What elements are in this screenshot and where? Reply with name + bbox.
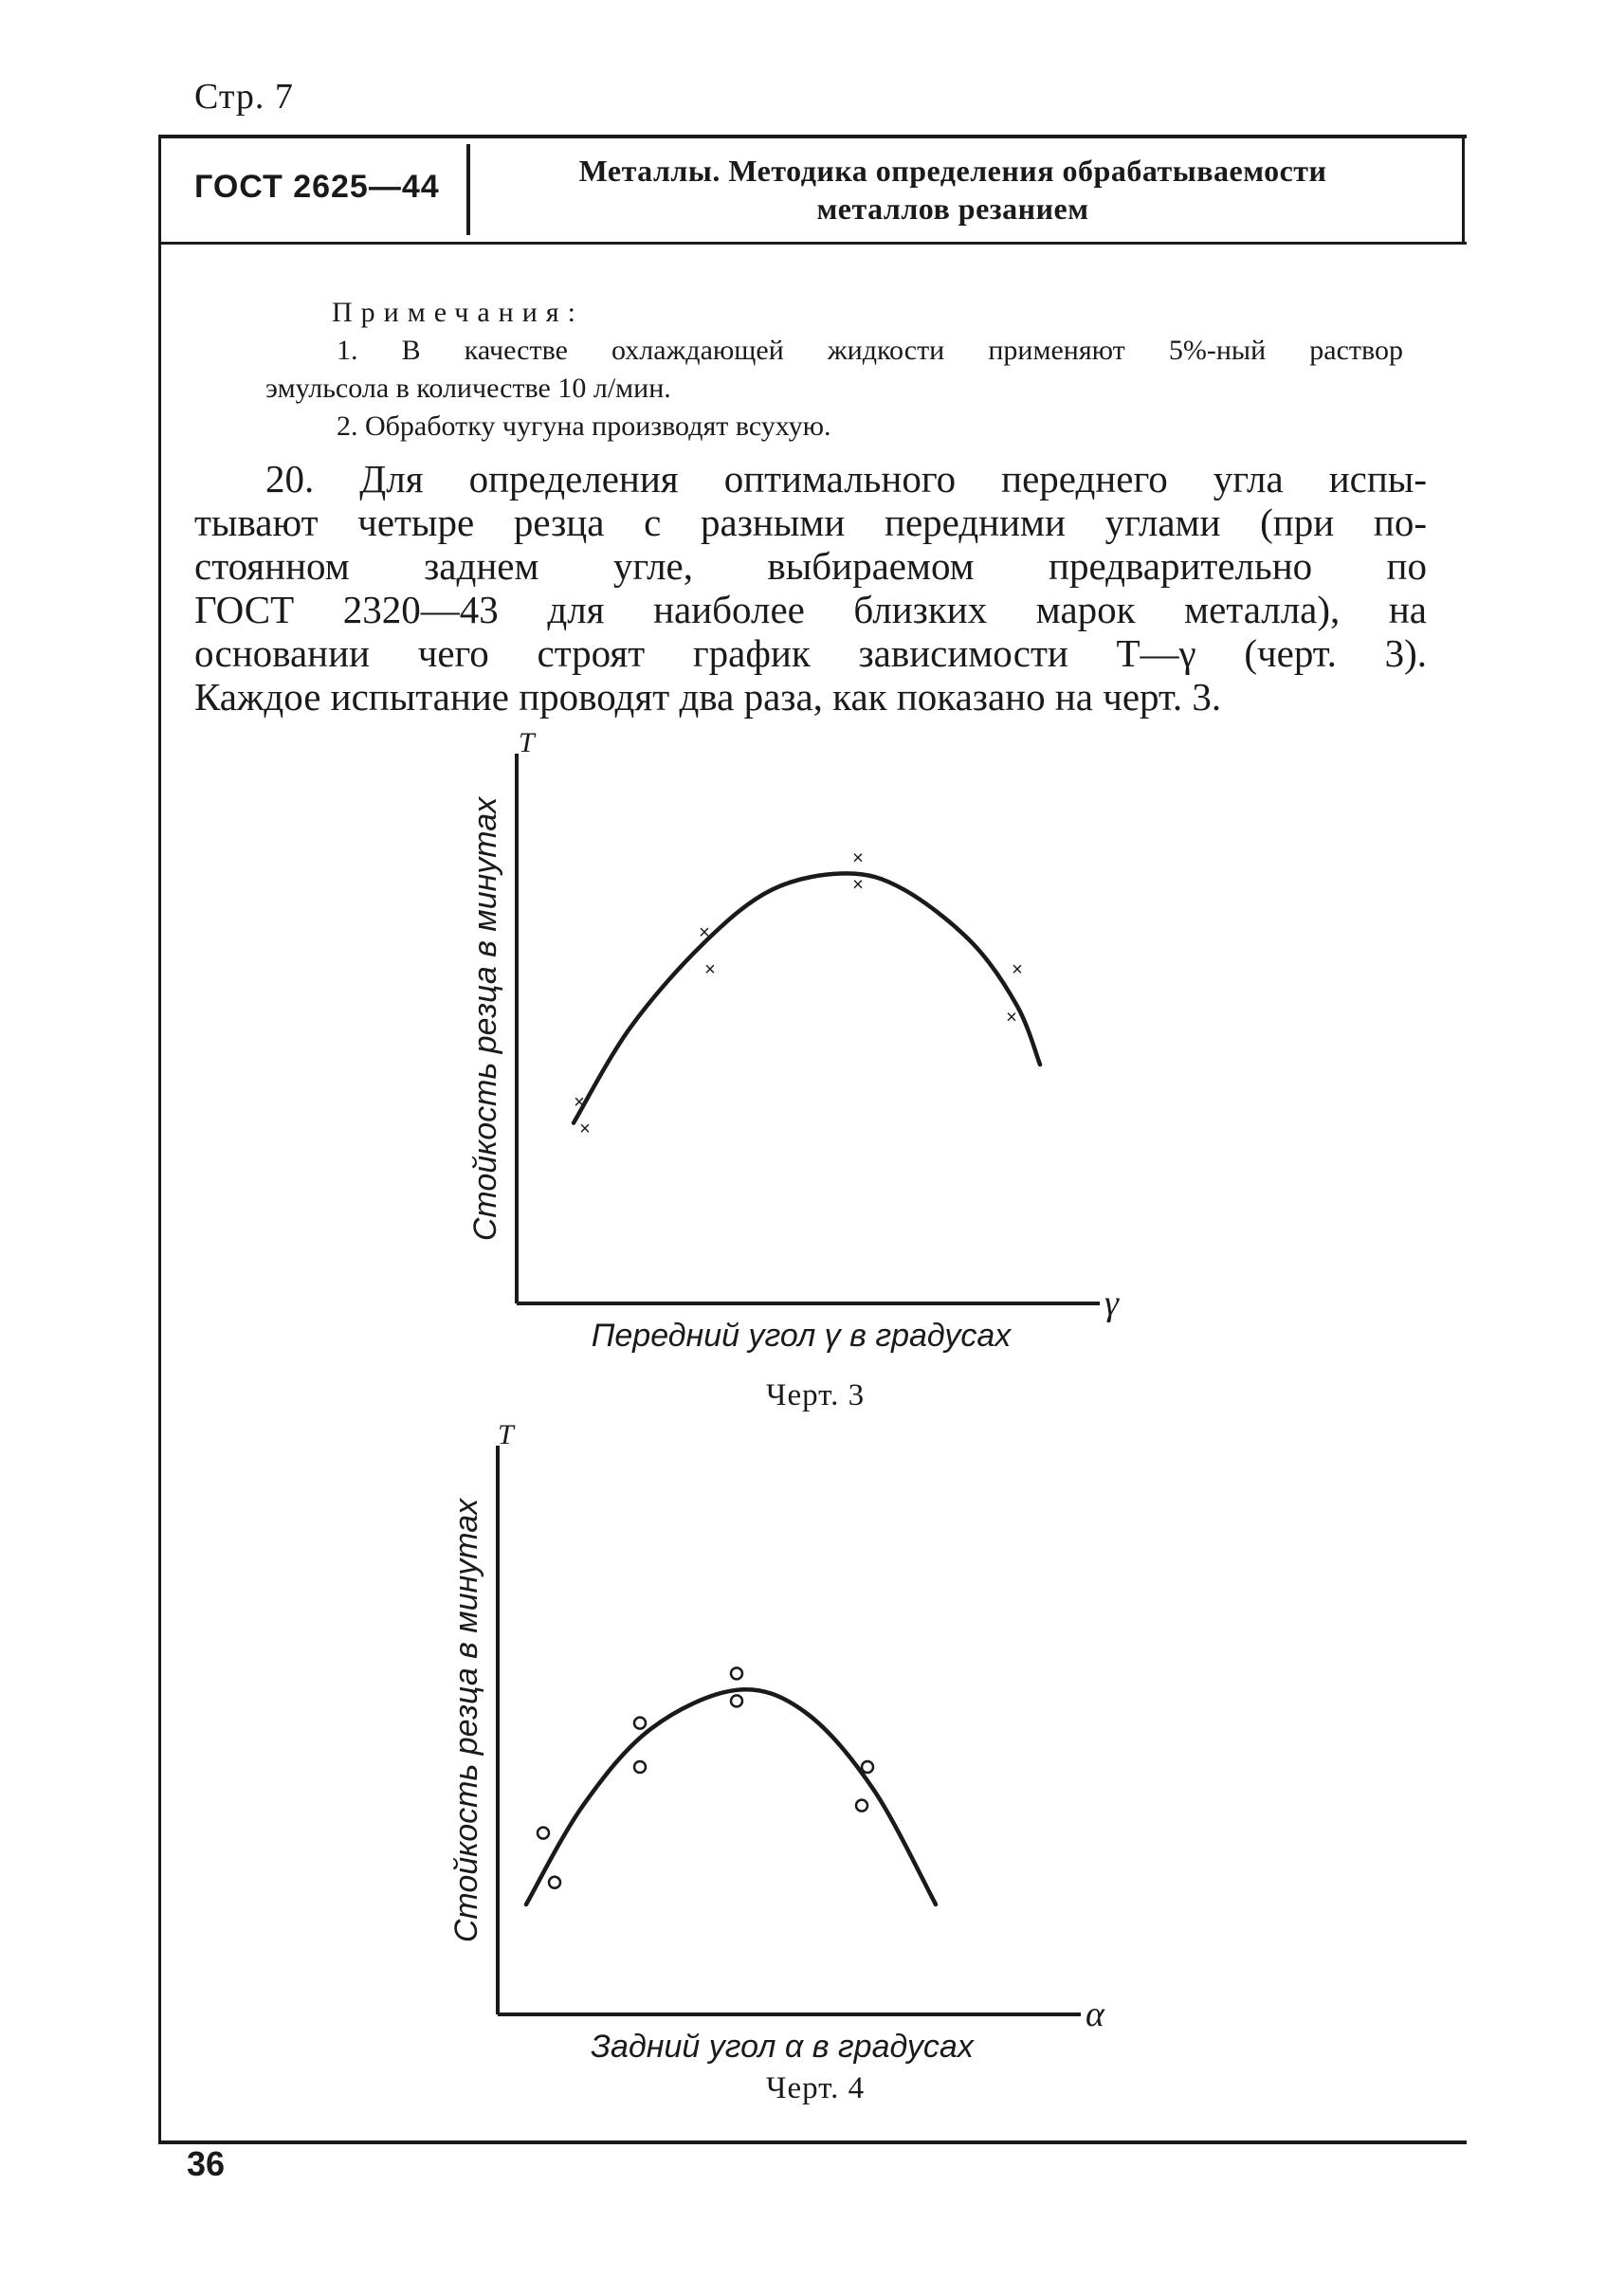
paragraph-line: Каждое испытание проводят два раза, как показано на черт. 3. [194, 675, 1222, 719]
header-bottom-rule [158, 242, 1467, 245]
x-axis-label: Задний угол α в градусах [591, 2029, 974, 2065]
paragraph-line: тывают четыре резца с разными передними углами (при по- [194, 501, 1427, 544]
document-title [493, 152, 1413, 228]
data-point [549, 1877, 560, 1888]
y-axis-symbol: T [498, 1419, 514, 1450]
paragraph-line: 20. Для определения оптимального переднего угла испы- [265, 457, 1427, 501]
fit-curve [526, 1689, 936, 1904]
data-point [731, 1695, 742, 1706]
data-point [538, 1828, 549, 1839]
paragraph-line: стоянном заднем угле, выбираемом предварительно по [194, 544, 1427, 588]
data-point: × [1006, 1007, 1017, 1029]
header-divider [466, 144, 470, 235]
note-item-1-cont: эмульсола в количестве 10 л/мин. [265, 373, 671, 404]
paragraph-line: основании чего строят график зависимости T—γ (черт. 3). [194, 631, 1427, 675]
chart-3-caption: Черт. 3 [766, 1378, 866, 1412]
page-label: Стр. 7 [194, 77, 294, 117]
page-number: 36 [187, 2144, 226, 2183]
paragraph-20 [194, 457, 1427, 719]
x-axis-symbol: α [1086, 1994, 1104, 2034]
note-item-2: 2. Обработку чугуна производят всухую. [337, 410, 831, 442]
frame-bottom-rule [158, 2140, 1467, 2144]
data-point [862, 1761, 873, 1773]
data-point: × [579, 1119, 591, 1140]
note-item-1: 1. В качестве охлаждающей жидкости применяют 5%-ный раствор [337, 335, 1403, 366]
data-point [634, 1718, 646, 1729]
paragraph-line: ГОСТ 2320—43 для наиболее близких марок металла), на [194, 588, 1427, 631]
y-axis-label: Стойкость резца в минутах [448, 1498, 484, 1943]
chart-4-caption: Черт. 4 [766, 2071, 866, 2105]
notes-block [265, 294, 1432, 446]
data-point: × [1012, 959, 1023, 981]
data-point: × [699, 922, 710, 943]
fit-curve [574, 873, 1040, 1122]
data-point: × [704, 959, 716, 981]
notes-heading: Примечания: [332, 297, 584, 328]
x-axis-symbol: γ [1104, 1284, 1119, 1323]
data-point [634, 1761, 646, 1773]
y-axis-symbol: T [519, 727, 535, 758]
chart-4 [417, 1419, 1176, 2090]
gost-code: ГОСТ 2625—44 [194, 169, 440, 205]
data-point: × [852, 874, 864, 896]
chart-3 [417, 727, 1176, 1375]
title-line-2: металлов резанием [816, 191, 1089, 226]
title-line-1: Металлы. Методика определения обрабатываемости [578, 154, 1327, 188]
data-point [731, 1667, 742, 1679]
data-point: × [852, 847, 864, 869]
x-axis-label: Передний угол γ в градусах [591, 1318, 1012, 1354]
data-point [856, 1800, 867, 1812]
frame-right-rule [1462, 135, 1465, 245]
frame-left-rule [158, 135, 161, 2142]
data-point: × [574, 1092, 585, 1114]
y-axis-label: Стойкость резца в минутах [467, 796, 503, 1242]
header-top-rule [158, 135, 1467, 138]
